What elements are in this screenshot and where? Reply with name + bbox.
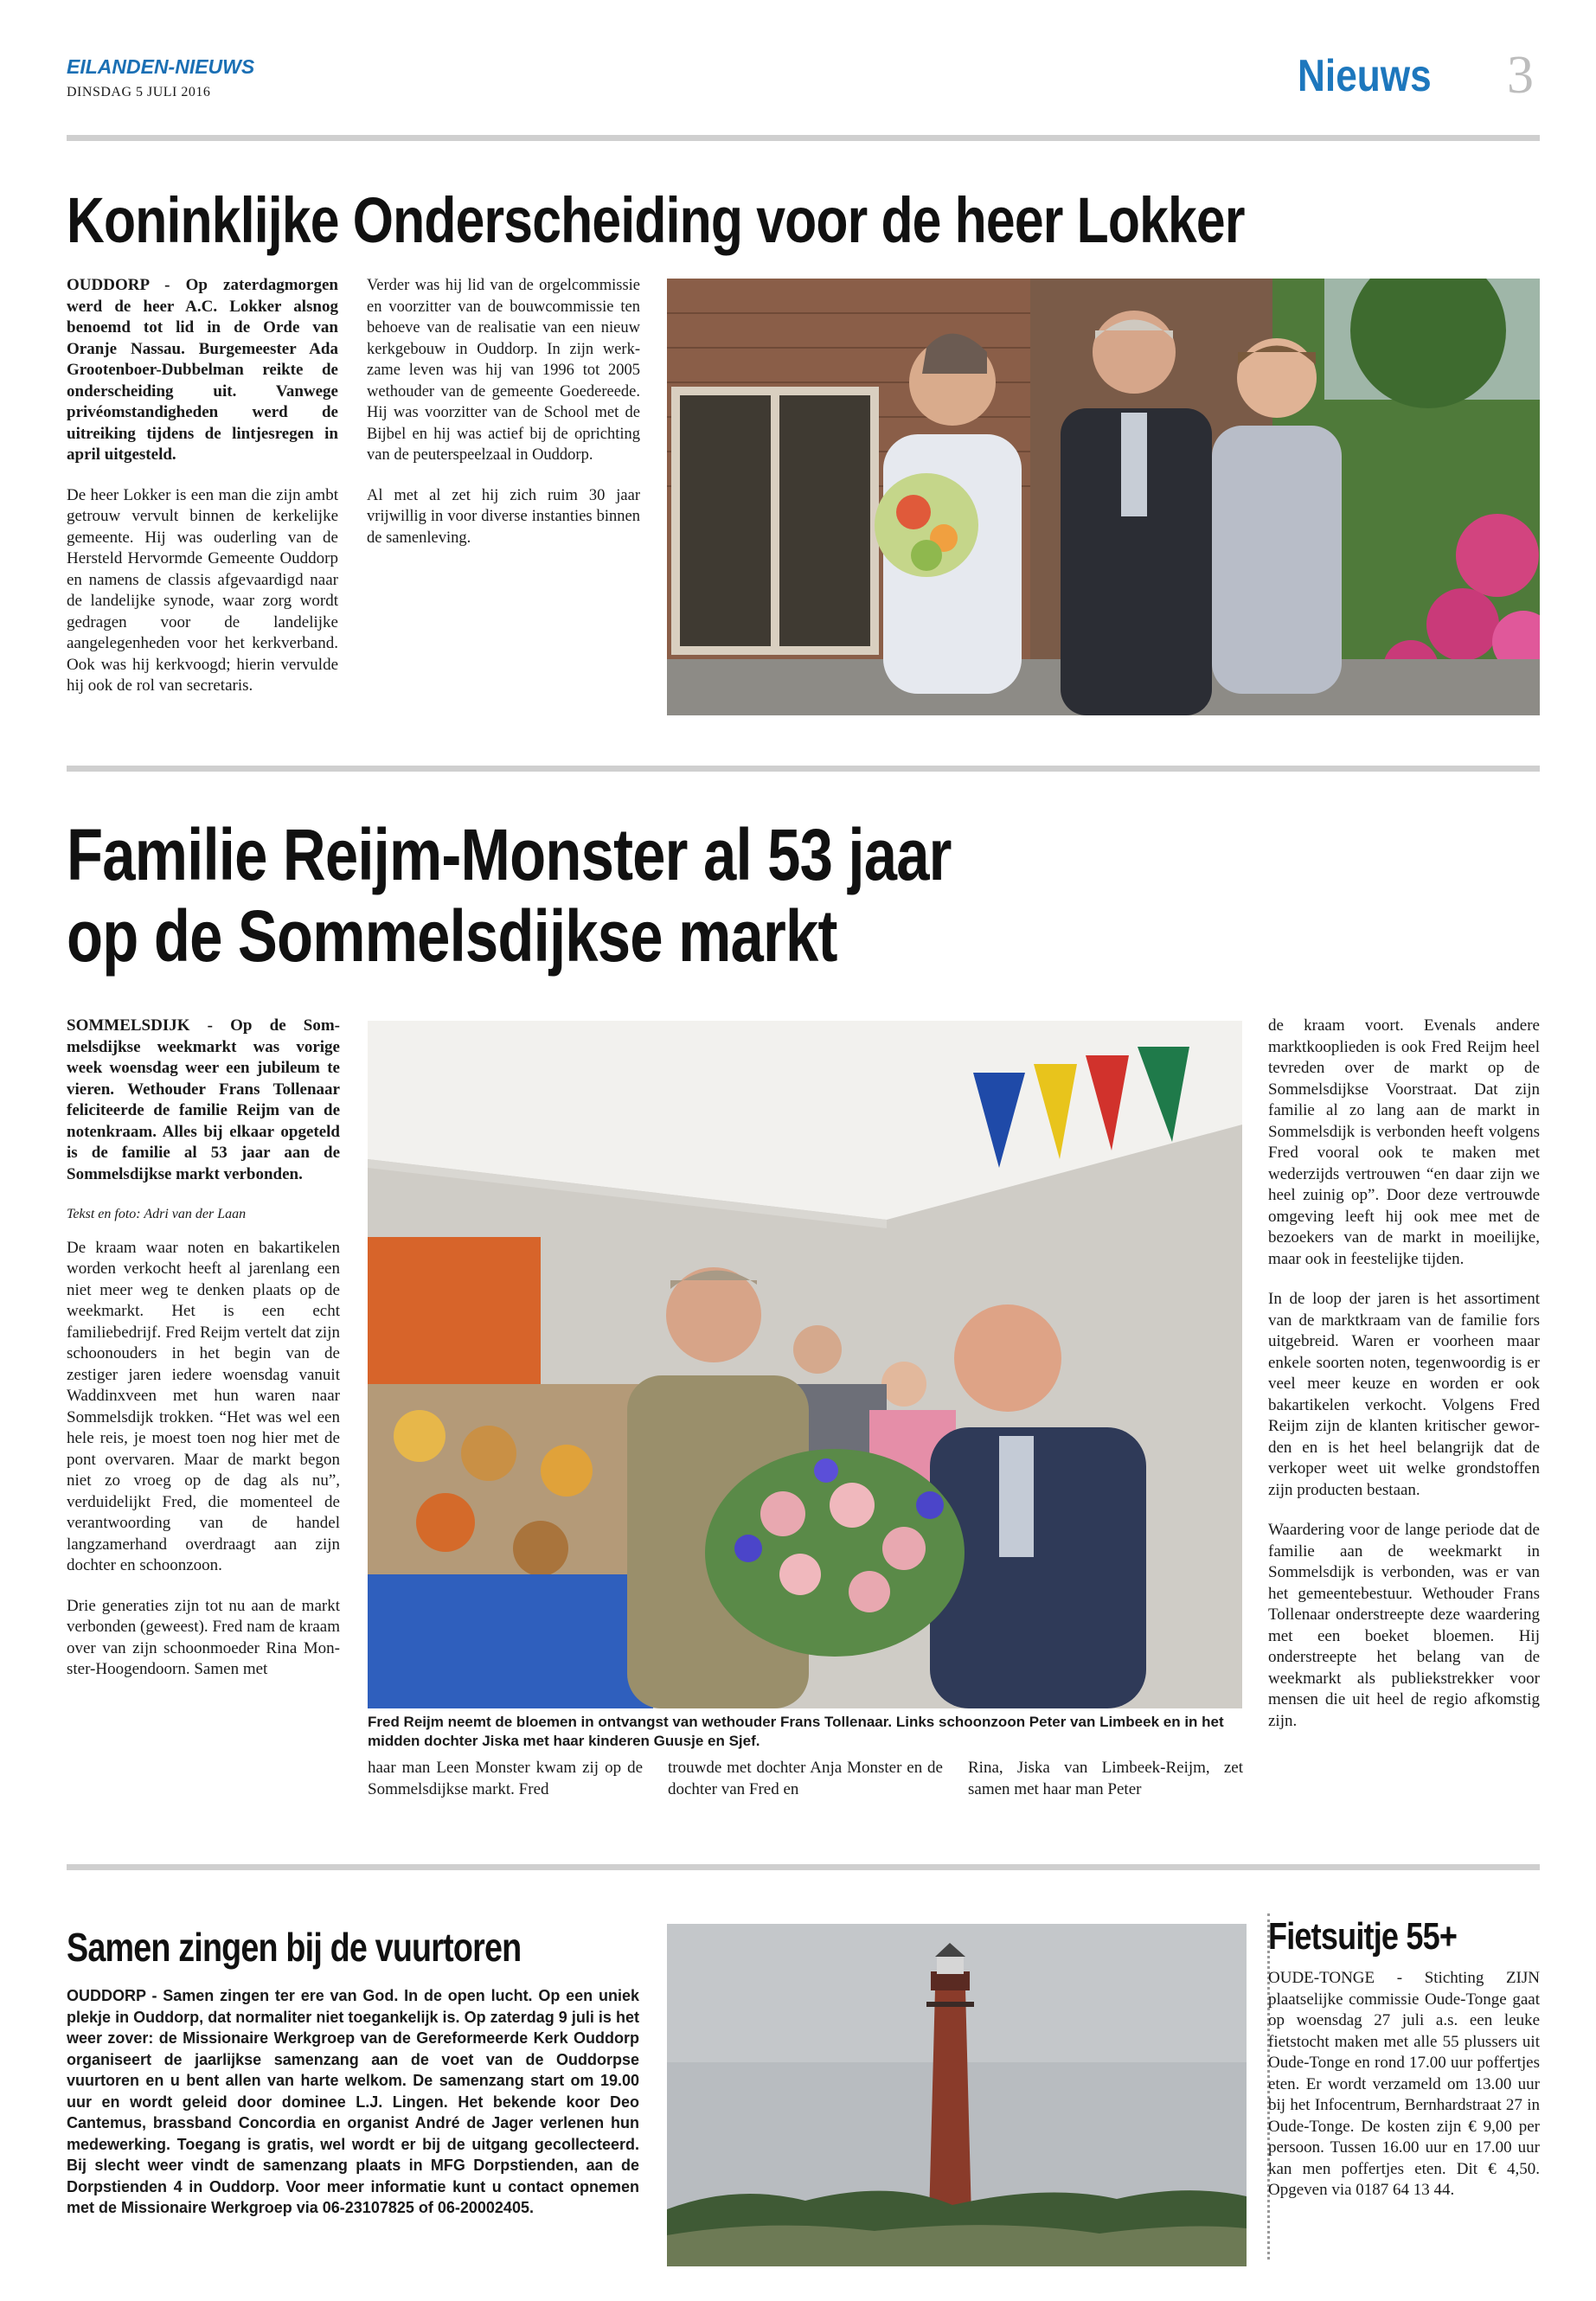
article2-paragraph: De kraam waar noten en bakartikelen worden verkocht heeft al jarenlang een niet meer weg te denken plaats op de weekmarkt. Het is een echt familiebedrijf. Fred Reijm vertelt dat zijn schoonouders in het begin van de zestiger jaren iedere woensdag vanuit Waddinxveen met hun waren naar Sommelsdijk trokken. “Het was wel een hele reis, je moest toen nog hier met de pont overvaren. Maar de markt begon niet zo vroeg op de dag als nu”, verduidelijkt Fred, die momenteel de verantwoording van de handel langzamerhand overdraagt aan zijn dochter en schoonzoon. [67, 1238, 340, 1574]
article2-paragraph: Waardering voor de lange periode dat de familie aan de weekmarkt in Sommelsdijk is verbonden, was er van het gemeentebestuur. Wethouder Frans Tollenaar onderstreepte deze waardering met een boeket bloemen. Hij onderstreepte het belang van de weekmarkt als publiekstrekker voor mensen die uit heel de regio afkomstig zijn. [1268, 1521, 1540, 1730]
article2-column-3: trouwde met dochter Anja Monster en de dochter van Fred en [668, 1759, 943, 1798]
masthead-logo: EILANDEN-NIEUWS [67, 55, 255, 78]
article1-column-1 [67, 275, 338, 716]
article-headline-reijm-line1: Familie Reijm-Monster al 53 jaar [67, 814, 952, 895]
photo-market-stall [368, 1021, 1242, 1708]
article2-lead: SOMMELSDIJK - Op de Sommelsdijkse weekmarkt was vorige week woensdag weer een jubileum te vieren. Wethouder Frans Tollenaar feliciteerde de familie Reijm van de notenkraam. Alles bij elkaar opgeteld is de familie al 53 jaar aan de Sommelsdijkse markt verbonden. [67, 1016, 340, 1183]
article1-paragraph: Verder was hij lid van de orgelcommissie en voorzitter van de bouwcommissie ten behoeve van de realisatie van een nieuw kerkgebouw in Ouddorp. In zijn werkzame leven was hij van 1996 tot 2005 wethouder van de gemeente Goedereede. Hij was voorzitter van de School met de Bijbel en hij was actief bij de oprichting van de peuterspeelzaal in Ouddorp. [367, 277, 640, 464]
photo-award-ceremony [667, 279, 1540, 715]
article2-paragraph: In de loop der jaren is het assortiment van de marktkraam van de familie fors uitgebreid. Waren er voorheen maar enkele soorten noten, tegenwoordig is er veel meer keuze en worden er ook bakartikelen verkocht. Volgens Fred Reijm zijn de klanten kritischer geworden en is het heel belangrijk dat de verkoper weet uit welke grondstoffen zijn producten bestaan. [1268, 1290, 1540, 1499]
photo-lighthouse [667, 1924, 1247, 2266]
article-headline-fietsuitje: Fietsuitje 55+ [1268, 1915, 1458, 1958]
section-rule [67, 1864, 1540, 1870]
photo-credit: Tekst en foto: Adri van der Laan [67, 1207, 247, 1221]
article2-column-2: haar man Leen Monster kwam zij op de Sommelsdijkse markt. Fred [368, 1759, 643, 1798]
article4-body: OUDE-TONGE - Stichting ZIJN plaatselijke commissie Oude-Tonge gaat op woensdag 27 juli a.s. een leuke fietstocht maken met alle 55 plussers uit Oude-Tonge en rond 17.00 uur poffertjes eten. Er wordt verzameld om 13.00 uur bij het Infocentrum, Bernhardstraat 27 in Oude-Tonge. De kosten zijn € 9,00 per persoon. Tussen 16.00 uur en 17.00 uur kan men poffertjes eten. Dit € 4,50. Opgeven via 0187 64 13 44. [1268, 1969, 1540, 2199]
article1-paragraph: Al met al zet hij zich ruim 30 jaar vrijwillig in voor diverse instanties binnen de samenleving. [367, 486, 640, 547]
article1-column-2 [367, 275, 640, 567]
article1-lead: OUDDORP - Op zaterdagmorgen werd de heer A.C. Lokker alsnog benoemd tot lid in de Orde van Oranje Nassau. Burgemeester Ada Grootenboer-Dubbelman reikte de onderscheiding uit. Vanwege privéomstandigheden werd de uitreiking tijdens de lintjesregen in april uitgesteld. [67, 276, 338, 464]
photo-caption: Fred Reijm neemt de bloemen in ontvangst van wethouder Frans Tollenaar. Links schoonzoon Peter van Limbeek en in het midden dochter Jiska met haar kinderen Guusje en Sjef. [368, 1714, 1224, 1749]
article3-body: OUDDORP - Samen zingen ter ere van God. In de open lucht. Op een uniek plekje in Ouddorp, dat normaliter niet toegankelijk is. Op zaterdag 9 juli is het weer zover: de Missionaire Werkgroep van de Gereformeerde Kerk Ouddorp organiseert de jaarlijkse samenzang aan de voet van de Ouddorpse vuurtoren en u bent allen van harte welkom. De samenzang start om 19.00 uur en wordt geleid door dominee L.J. Lingen. Het bekende koor Deo Cantemus, brassband Concordia en organist André de Jager verlenen hun medewerking. Toegang is gratis, wel wordt er bij de uitgang gecollecteerd. Bij slecht weer vindt de samenzang plaats in MFG Dorpstienden, aan de Dorpstienden 4 in Ouddorp. Voor meer informatie kunt u contact opnemen met de Missionaire Werkgroep via 06-23107825 of 06-20002405. [67, 1987, 639, 2216]
article2-paragraph: Drie generaties zijn tot nu aan de markt verbonden (geweest). Fred nam de kraam over van zijn schoonmoeder Rina Monster-Hoogendoorn. Samen met [67, 1596, 340, 1678]
article-headline-vuurtoren: Samen zingen bij de vuurtoren [67, 1925, 522, 1970]
article2-column-5 [1268, 1016, 1540, 1751]
top-rule [67, 135, 1540, 141]
article-headline-lokker: Koninklijke Onderscheiding voor de heer Lokker [67, 184, 1245, 256]
article-headline-reijm-line2: op de Sommelsdijkse markt [67, 895, 837, 977]
article1-paragraph: De heer Lokker is een man die zijn ambt getrouw vervult binnen de kerkelijke gemeente. Hij was ouderling van de Hersteld Hervormde Gemeente Ouddorp en namens de classis afgevaardigd naar de landelijke synode, waar zorg wordt gedragen voor de landelijke aangelegenheden voor het kerkverband. Ook was hij kerkvoogd; hierin vervulde hij ook de rol van secretaris. [67, 485, 338, 695]
article2-column-1 [67, 1016, 340, 1700]
masthead-date: DINSDAG 5 JULI 2016 [67, 85, 211, 99]
section-rule [67, 766, 1540, 772]
article2-column-4: Rina, Jiska van Limbeek-Reijm, zet samen met haar man Peter [968, 1759, 1243, 1798]
article2-paragraph: de kraam voort. Evenals andere marktkooplieden is ook Fred Reijm heel tevreden over de markt op de Sommelsdijkse Voorstraat. Dat zijn familie al zo lang aan de markt in Sommelsdijk is verbonden heeft volgens Fred vooral ook te maken met wederzijds vertrouwen “en daar zijn we heel zuinig op”. Door deze vertrouwde omgeving leeft hij ook mee met de bezoekers van de markt in moeilijke, maar ook in feestelijke tijden. [1268, 1016, 1540, 1268]
section-title: Nieuws [1298, 51, 1432, 101]
page-number: 3 [1507, 46, 1534, 105]
